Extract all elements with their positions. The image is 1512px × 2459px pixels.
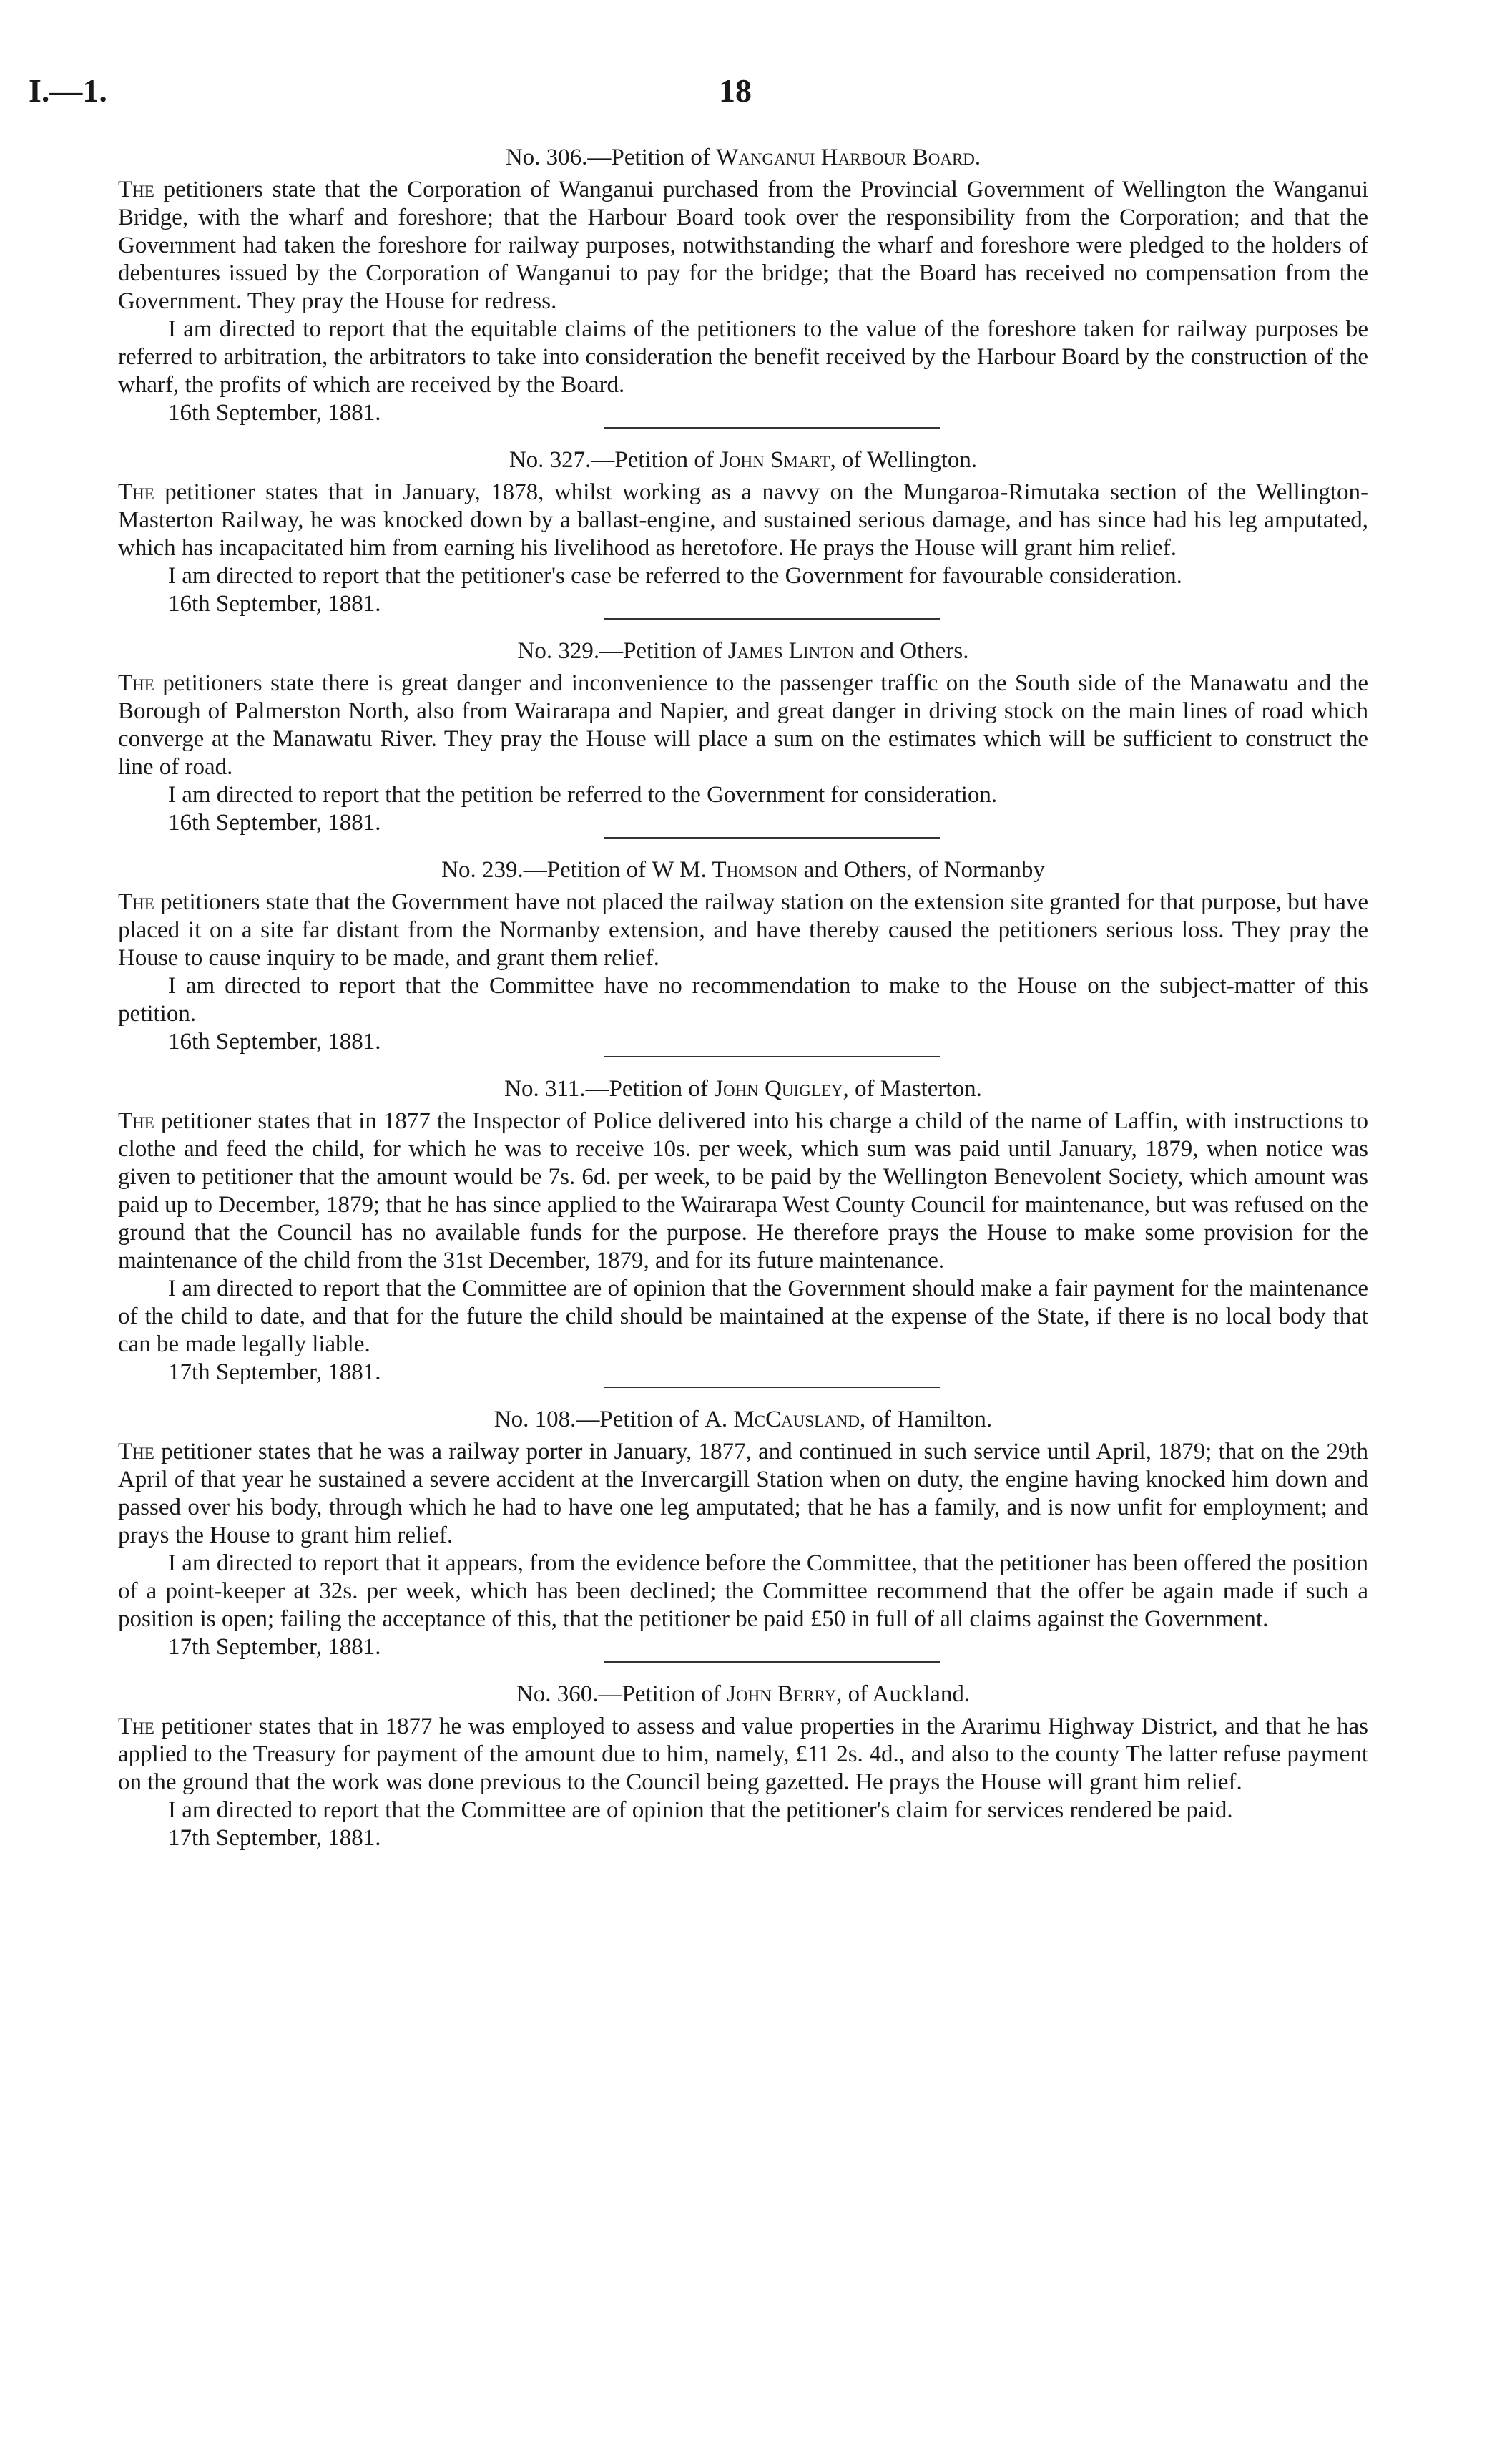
- report-date: 16th September, 1881.: [168, 400, 381, 426]
- petition-lead-word: The: [118, 1714, 154, 1739]
- petition-title-prefix: No. 311.—Petition of: [504, 1076, 715, 1102]
- petition-body-text: petitioners state there is great danger and inconvenience to the passenger traffic on the South side of the Manawatu and the Borough of Palmerston North, also from Wairarapa and Napier, and great danger in driving stock on the main lines of road which converge at the Manawatu River. They pray the House will place a sum on the estimates which will be sufficient to construct the line of road.: [118, 670, 1368, 780]
- petition-title: [118, 856, 1368, 884]
- section-divider: [604, 1056, 940, 1057]
- petition-body: [118, 479, 1368, 562]
- petition-body-text: petitioner states that in January, 1878, whilst working as a navvy on the Mungaroa-Rimutaka section of the Wellington-Masterton Railway, he was knocked down by a ballast-engine, and sustained serious damage, and has since had his leg amputated, which has incapacitated him from earning his livelihood as heretofore. He prays the House will grant him relief.: [118, 479, 1368, 561]
- petition-lead-word: The: [118, 1439, 154, 1465]
- petition-title: [118, 1405, 1368, 1434]
- petition-title: [118, 637, 1368, 665]
- petitioner-name: Wanganui Harbour Board: [716, 145, 975, 170]
- petition-body-text: petitioners state that the Corporation of Wanganui purchased from the Provincial Government of Wellington the Wanganui Bridge, with the wharf and foreshore; that the Harbour Board took over the responsibility from the Corporation; and that the Government had taken the foreshore for railway purposes, notwithstanding the wharf and foreshore were pledged to the holders of debentures issued by the Corporation of Wanganui to pay for the bridge; that the Board has received no compensation from the Government. They pray the House for redress.: [118, 177, 1368, 314]
- petition-title-prefix: No. 327.—Petition of: [509, 447, 720, 473]
- petition-body: [118, 1438, 1368, 1550]
- section-divider: [604, 1661, 940, 1663]
- report-date: 16th September, 1881.: [168, 1029, 381, 1055]
- petition-body-text: petitioner states that in 1877 he was employed to assess and value properties in the Ararimu Highway District, and that he has applied to the Treasury for payment of the amount due to him, namely, £11 2s. 4d., and also to the county The latter refuse payment on the ground that the work was done previous to the Council being gazetted. He prays the House will grant him relief.: [118, 1714, 1368, 1795]
- committee-report: I am directed to report that the Committee have no recommendation to make to the House on the subject-matter of this petition.: [118, 973, 1368, 1027]
- petition-body: [118, 670, 1368, 781]
- petition-306: [118, 143, 1368, 429]
- petitioner-name: A. McCausland: [705, 1407, 860, 1432]
- petition-title-suffix: , of Hamilton.: [860, 1407, 993, 1432]
- document-code: I.—1.: [29, 72, 107, 109]
- petitioner-name: James Linton: [727, 638, 855, 664]
- petition-lead-word: The: [118, 670, 154, 696]
- petition-title-prefix: No. 108.—Petition of: [494, 1407, 705, 1432]
- petition-lead-word: The: [118, 479, 154, 505]
- petitioner-name: John Quigley: [714, 1076, 843, 1102]
- page-number: 18: [719, 72, 752, 109]
- petition-body-text: petitioners state that the Government have not placed the railway station on the extension site granted for that purpose, but have placed it on a site far distant from the Normanby extension, and have thereby caused the petitioners serious loss. They pray the House to cause inquiry to be made, and grant them relief.: [118, 889, 1368, 971]
- committee-report: I am directed to report that the petitioner's case be referred to the Government for favourable consideration.: [168, 563, 1182, 589]
- committee-report: I am directed to report that the Committee are of opinion that the Government should make a fair payment for the maintenance of the child to date, and that for the future the child should be maintained at the expense of the State, if there is no local body that can be made legally liable.: [118, 1276, 1368, 1357]
- petition-body: [118, 889, 1368, 972]
- section-divider: [604, 837, 940, 839]
- petition-title-suffix: and Others.: [854, 638, 969, 664]
- petition-327: [118, 446, 1368, 620]
- report-date: 16th September, 1881.: [168, 591, 381, 617]
- committee-report: I am directed to report that the petition be referred to the Government for consideration.: [168, 782, 998, 808]
- petition-title-suffix: and Others, of Normanby: [797, 857, 1045, 883]
- petitioner-name: W M. Thomson: [652, 857, 798, 883]
- petition-title: [118, 1680, 1368, 1708]
- report-date: 16th September, 1881.: [168, 810, 381, 836]
- petition-title-prefix: No. 239.—Petition of: [441, 857, 652, 883]
- petition-title: [118, 143, 1368, 172]
- section-divider: [604, 427, 940, 429]
- petition-title-suffix: , of Masterton.: [843, 1076, 982, 1102]
- committee-report: I am directed to report that it appears, from the evidence before the Committee, that the petitioner has been offered the position of a point-keeper at 32s. per week, which has been declined; the Committee recommend that the offer be again made if such a position is open; failing the acceptance of this, that the petitioner be paid £50 in full of all claims against the Government.: [118, 1550, 1368, 1632]
- petition-title-suffix: .: [974, 145, 981, 170]
- petition-body: [118, 176, 1368, 316]
- petition-329: [118, 637, 1368, 839]
- petition-body-text: petitioner states that he was a railway porter in January, 1877, and continued in such service until April, 1879; that on the 29th April of that year he sustained a severe accident at the Invercargill Station when on duty, the engine having knocked him down and passed over his body, through which he had to have one leg amputated; that he has a family, and is now unfit for employment; and prays the House to grant him relief.: [118, 1439, 1368, 1548]
- petition-311: [118, 1075, 1368, 1388]
- report-date: 17th September, 1881.: [168, 1825, 381, 1851]
- petition-lead-word: The: [118, 1108, 154, 1134]
- section-divider: [604, 1387, 940, 1388]
- petition-title: [118, 1075, 1368, 1103]
- report-date: 17th September, 1881.: [168, 1359, 381, 1385]
- petition-lead-word: The: [118, 889, 154, 915]
- report-date: 17th September, 1881.: [168, 1634, 381, 1660]
- petition-body: [118, 1108, 1368, 1275]
- petition-title-prefix: No. 360.—Petition of: [516, 1681, 727, 1707]
- petition-body: [118, 1713, 1368, 1796]
- petitions-list: [118, 143, 1368, 1852]
- petition-239: [118, 856, 1368, 1057]
- committee-report: I am directed to report that the Committee are of opinion that the petitioner's claim for services rendered be paid.: [168, 1797, 1233, 1823]
- petition-title-prefix: No. 329.—Petition of: [517, 638, 728, 664]
- petition-body-text: petitioner states that in 1877 the Inspector of Police delivered into his charge a child of the name of Laffin, with instructions to clothe and feed the child, for which he was to receive 10s. per week, which sum was paid until January, 1879, when notice was given to petitioner that the amount would be 7s. 6d. per week, to be paid by the Wellington Benevolent Society, which amount was paid up to December, 1879; that he has since applied to the Wairarapa West County Council for maintenance, but was refused on the ground that the Council has no available funds for the purpose. He therefore prays the House to make some provision for the maintenance of the child from the 31st December, 1879, and for its future maintenance.: [118, 1108, 1368, 1274]
- petition-title-prefix: No. 306.—Petition of: [505, 145, 717, 170]
- petition-title-suffix: , of Auckland.: [836, 1681, 971, 1707]
- petition-title-suffix: , of Wellington.: [830, 447, 978, 473]
- section-divider: [604, 618, 940, 620]
- petition-360: [118, 1680, 1368, 1852]
- petitioner-name: John Berry: [727, 1681, 837, 1707]
- committee-report: I am directed to report that the equitable claims of the petitioners to the value of the foreshore taken for railway purposes be referred to arbitration, the arbitrators to take into consideration the benefit received by the Harbour Board by the construction of the wharf, the profits of which are received by the Board.: [118, 316, 1368, 398]
- petition-lead-word: The: [118, 177, 154, 202]
- petition-title: [118, 446, 1368, 474]
- petitioner-name: John Smart: [720, 447, 830, 473]
- petition-108: [118, 1405, 1368, 1663]
